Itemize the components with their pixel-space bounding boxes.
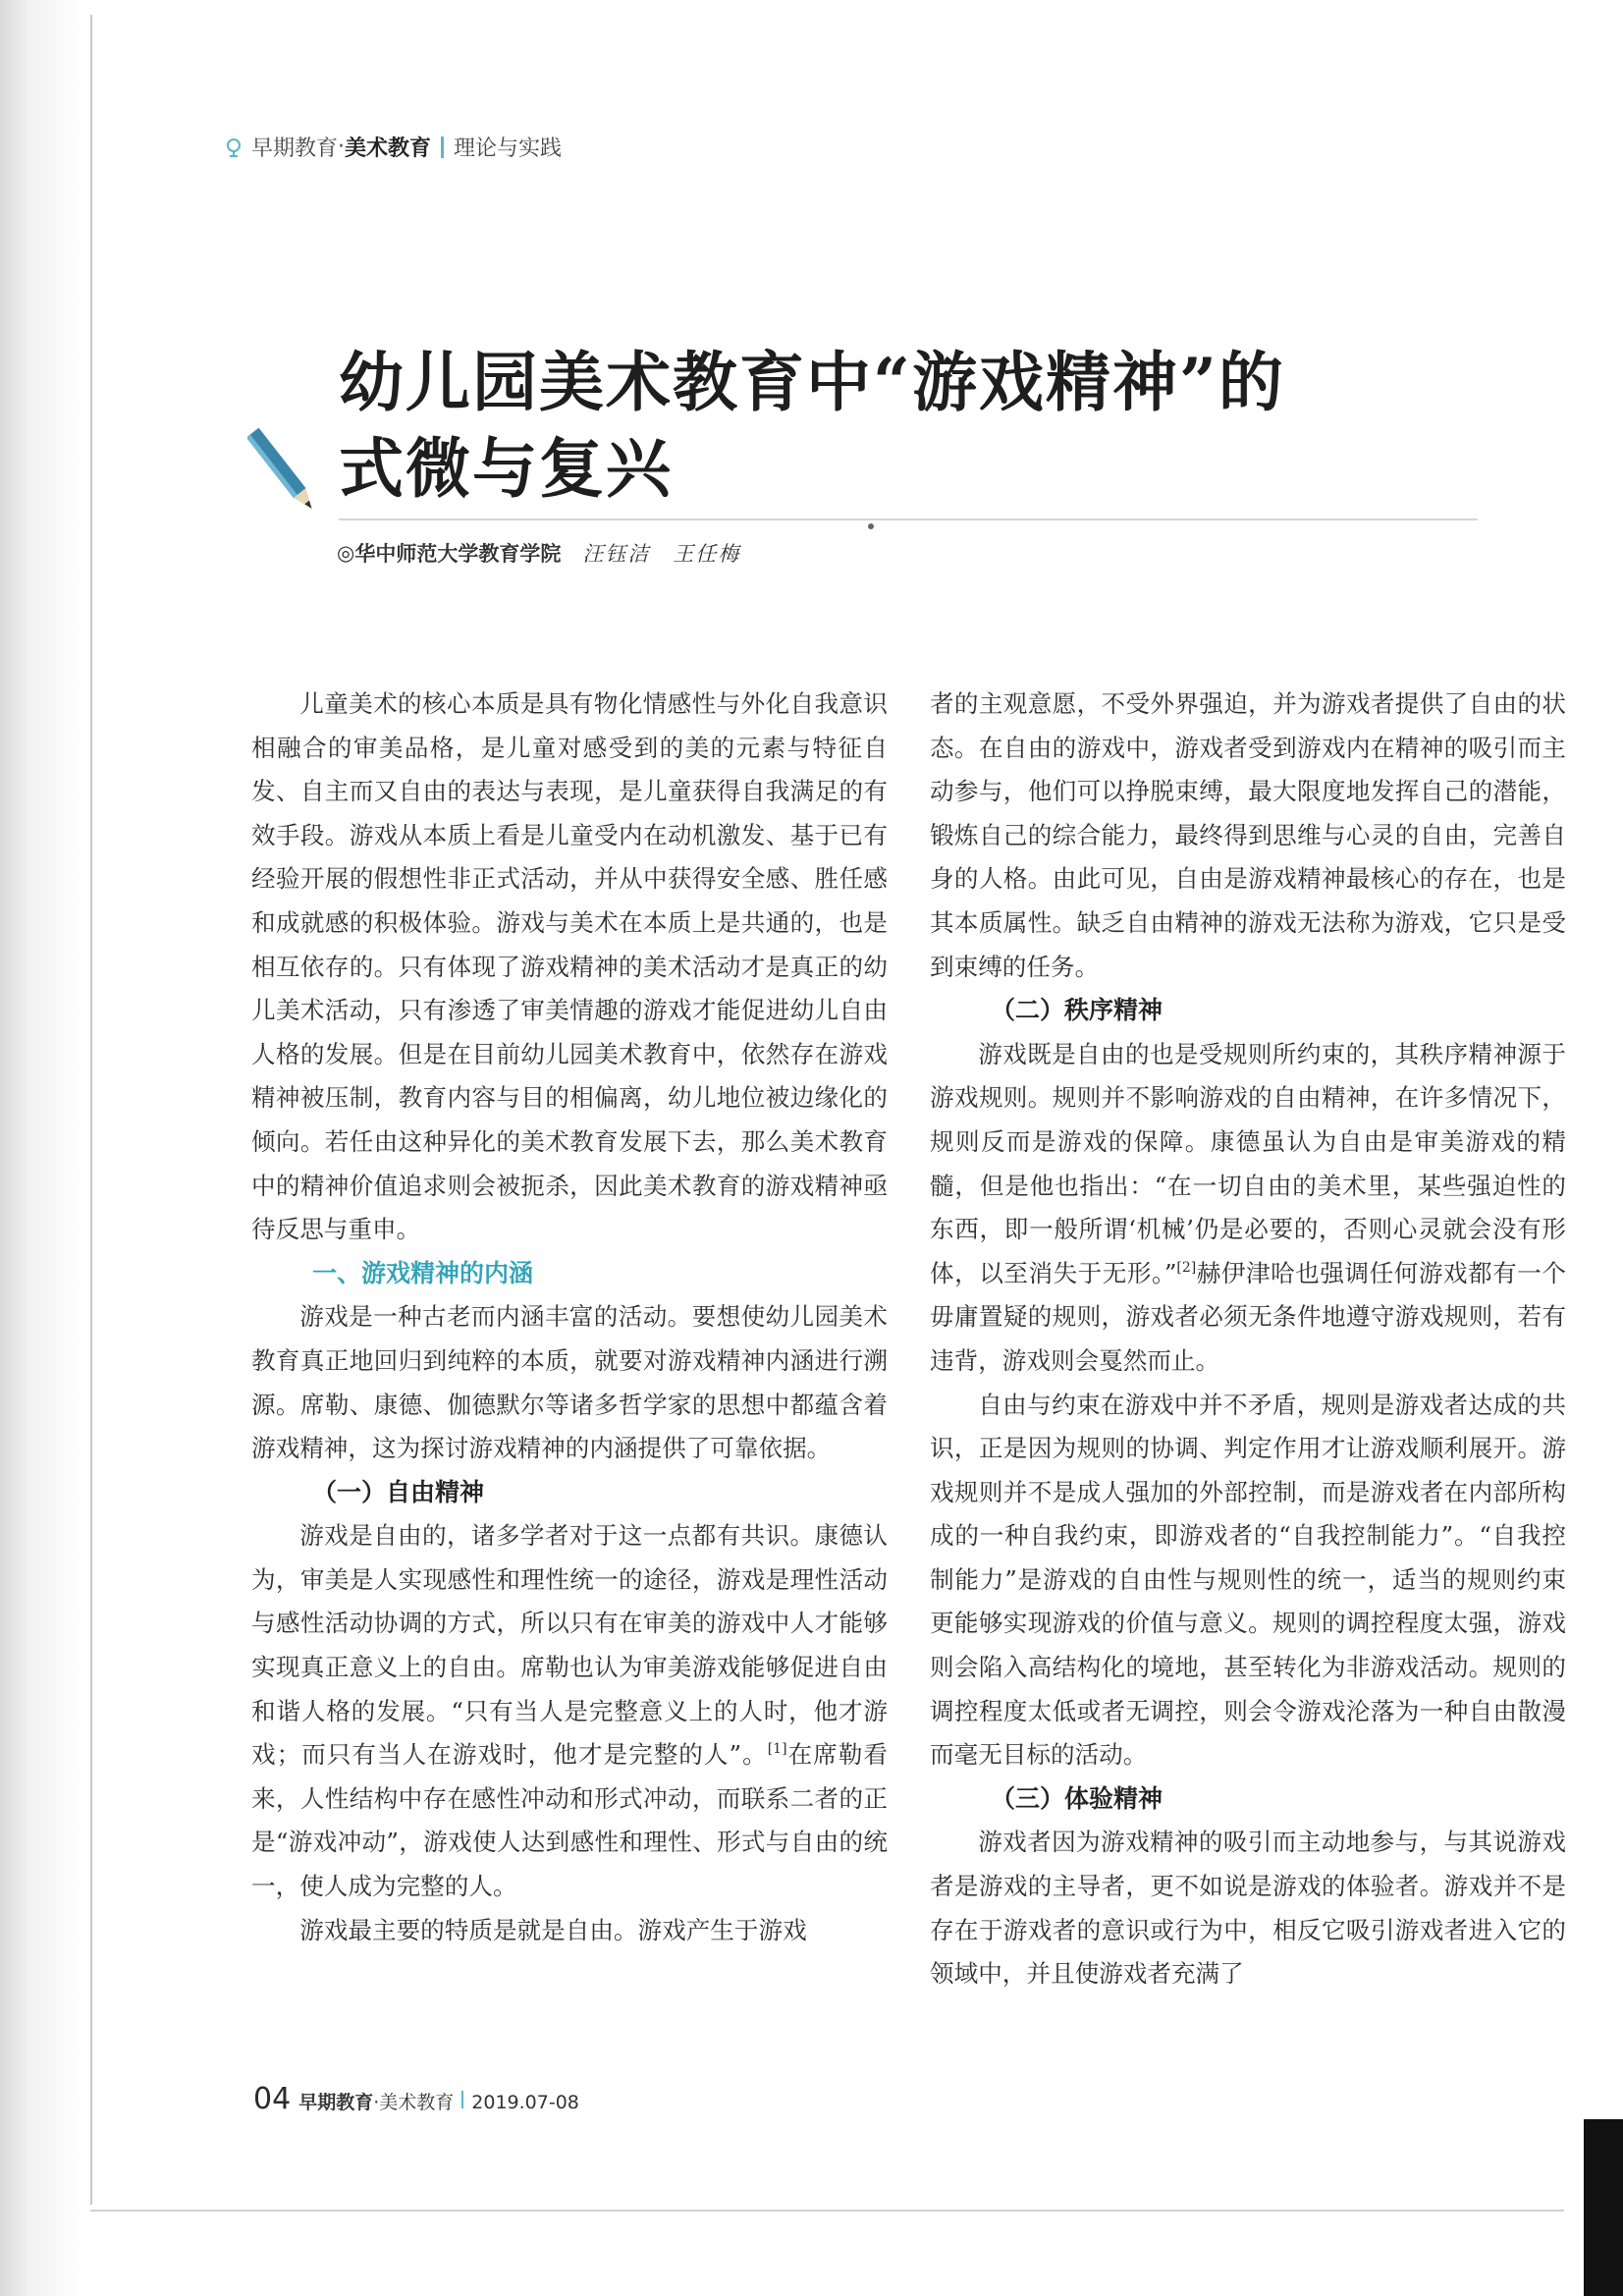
header-column: 理论与实践 — [454, 137, 563, 161]
footer-separator — [461, 2091, 463, 2108]
page-edge-line — [90, 15, 92, 2205]
title-line-1: 幼儿园美术教育中“游戏精神”的 — [339, 344, 1285, 420]
divider-dot — [868, 523, 874, 529]
header-journal: 早期教育 — [251, 137, 339, 161]
institution: 华中师范大学教育学院 — [354, 542, 562, 566]
left-column — [251, 683, 888, 1952]
footer-journal: 早期教育 — [298, 2092, 374, 2113]
paragraph — [251, 1514, 888, 1908]
paragraph-text: 在席勒看来，人性结构中存在感性冲动和形式冲动，而联系二者的正是“游戏冲动”，游戏使人达到感性和理性、形式与自由的统一，使人成为完整的人。 — [251, 1740, 888, 1901]
header-dot: · — [338, 135, 346, 159]
paragraph-text: 游戏是自由的，诸多学者对于这一点都有共识。康德认为，审美是人实现感性和理性统一的途径，游戏是理性活动与感性活动协调的方式，所以只有在审美的游戏中人才能够实现真正意义上的自由。席勒也认为审美游戏能够促进自由和谐人格的发展。“只有当人是完整意义上的人时，他才游戏；而只有当人在游戏时，他才是完整的人”。 — [251, 1521, 888, 1770]
page-bottom-edge — [90, 2210, 1564, 2212]
paragraph: 游戏是一种古老而内涵丰富的活动。要想使幼儿园美术教育真正地回归到纯粹的本质，就要对游戏精神内涵进行溯源。席勒、康德、伽德默尔等诸多哲学家的思想中都蕴含着游戏精神，这为探讨游戏精神的内涵提供了可靠依据。 — [251, 1302, 888, 1463]
citation-ref: [1] — [767, 1741, 787, 1758]
paragraph-text: 赫伊津哈也强调任何游戏都有一个毋庸置疑的规则，游戏者必须无条件地遵守游戏规则，若有违背，游戏则会戛然而止。 — [930, 1258, 1566, 1375]
header-section: 美术教育 — [345, 137, 432, 161]
header-separator — [441, 137, 444, 158]
footer-dot: · — [373, 2092, 380, 2113]
paragraph: 儿童美术的核心本质是具有物化情感性与外化自我意识相融合的审美品格，是儿童对感受到的美的元素与特征自发、自主而又自由的表达与表现，是儿童获得自我满足的有效手段。游戏从本质上看是儿童受内在动机激发、基于已有经验开展的假想性非正式活动，并从中获得安全感、胜任感和成就感的积极体验。游戏与美术在本质上是共通的，也是相互依存的。只有体现了游戏精神的美术活动才是真正的幼儿美术活动，只有渗透了审美情趣的游戏才能促进幼儿自由人格的发展。但是在目前幼儿园美术教育中，依然存在游戏精神被压制，教育内容与目的相偏离，幼儿地位被边缘化的倾向。若任由这种异化的美术教育发展下去，那么美术教育中的精神价值追求则会被扼杀，因此美术教育的游戏精神亟待反思与重申。 — [251, 689, 888, 1244]
scan-shadow — [0, 0, 82, 2296]
pencil-icon — [247, 420, 318, 522]
article-title — [339, 339, 1285, 512]
footer-section: 美术教育 — [379, 2092, 455, 2113]
section-heading: 一、游戏精神的内涵 — [312, 1258, 534, 1287]
header-leaf-icon — [224, 137, 243, 157]
paragraph: 自由与约束在游戏中并不矛盾，规则是游戏者达成的共识，正是因为规则的协调、判定作用才让游戏顺利展开。游戏规则并不是成人强加的外部控制，而是游戏者在内部所构成的一种自我约束，即游戏者的“自我控制能力”。“自我控制能力”是游戏的自由性与规则性的统一，适当的规则约束更能够实现游戏的价值与意义。规则的调控程度太强，游戏则会陷入高结构化的境地，甚至转化为非游戏活动。规则的调控程度太低或者无调控，则会令游戏沦落为一种自由散漫而毫无目标的活动。 — [930, 1390, 1566, 1770]
paragraph: 者的主观意愿，不受外界强迫，并为游戏者提供了自由的状态。在自由的游戏中，游戏者受到游戏内在精神的吸引而主动参与，他们可以挣脱束缚，最大限度地发挥自己的潜能，锻炼自己的综合能力，最终得到思维与心灵的自由，完善自身的人格。由此可见，自由是游戏精神最核心的存在，也是其本质属性。缺乏自由精神的游戏无法称为游戏，它只是受到束缚的任务。 — [930, 689, 1566, 981]
running-footer — [253, 2082, 579, 2116]
running-header — [224, 132, 562, 162]
citation-ref: [2] — [1176, 1259, 1197, 1276]
paragraph: 游戏最主要的特质是就是自由。游戏产生于游戏 — [299, 1915, 807, 1944]
page-number: 04 — [253, 2082, 292, 2116]
byline-mark: ◎ — [337, 541, 355, 565]
scan-corner — [1584, 2119, 1623, 2296]
byline — [337, 538, 740, 568]
title-line-2: 式微与复兴 — [339, 430, 673, 507]
paragraph: 游戏者因为游戏精神的吸引而主动地参与，与其说游戏者是游戏的主导者，更不如说是游戏的体验者。游戏并不是存在于游戏者的意识或行为中，相反它吸引游戏者进入它的领域中，并且使游戏者充满了 — [930, 1828, 1566, 1989]
subsection-heading: （一）自由精神 — [312, 1477, 485, 1506]
title-divider — [339, 519, 1478, 520]
paragraph — [930, 1033, 1566, 1384]
paragraph-text: 游戏既是自由的也是受规则所约束的，其秩序精神源于游戏规则。规则并不影响游戏的自由精神，在许多情况下，规则反而是游戏的保障。康德虽认为自由是审美游戏的精髓，但是他也指出：“在一切自由的美术里，某些强迫性的东西，即一般所谓‘机械’仍是必要的，否则心灵就会没有形体，以至消失于无形。” — [930, 1039, 1566, 1287]
subsection-heading: （三）体验精神 — [991, 1783, 1163, 1813]
right-column — [930, 683, 1566, 1996]
footer-issue: 2019.07-08 — [471, 2092, 579, 2113]
subsection-heading: （二）秩序精神 — [991, 996, 1163, 1025]
authors: 汪钰洁 王任梅 — [582, 542, 741, 566]
